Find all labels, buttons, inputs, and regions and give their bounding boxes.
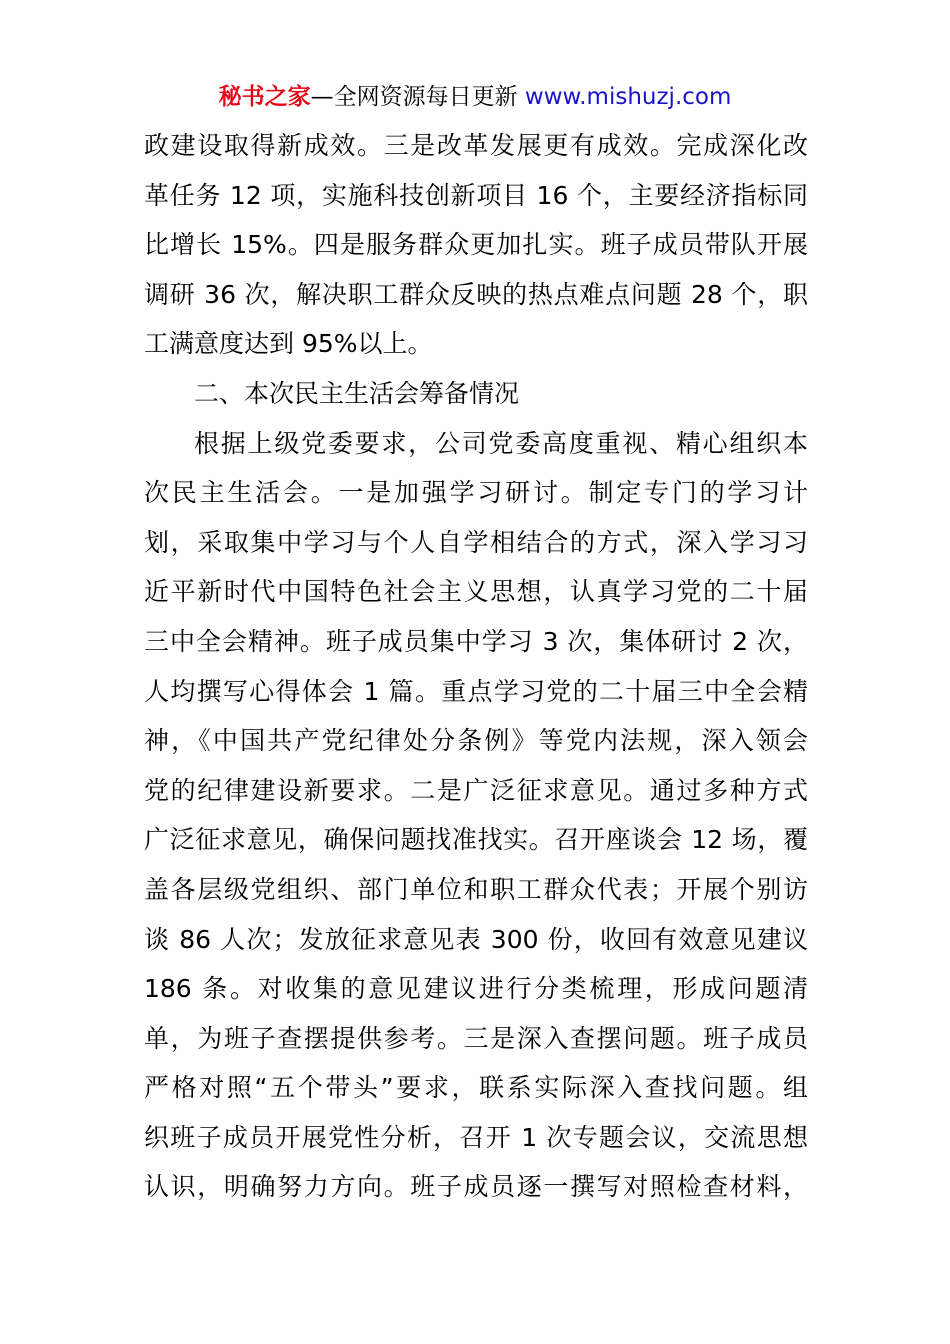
text-line: 革任务 12 项，实施科技创新项目 16 个，主要经济指标同 [144,180,808,210]
text-line: 调研 36 次，解决职工群众反映的热点难点问题 28 个，职 [144,279,808,309]
site-header [0,82,950,112]
site-url-link[interactable]: www.mishuzj.com [524,84,732,110]
text-line: 近平新时代中国特色社会主义思想，认真学习党的二十届 [144,577,808,607]
text-line: 次民主生活会。一是加强学习研讨。制定专门的学习计 [144,478,808,508]
text-line: 186 条。对收集的意见建议进行分类梳理，形成问题清 [144,974,808,1004]
site-slogan: —全网资源每日更新 [310,84,525,110]
text-line: 广泛征求意见，确保问题找准找实。召开座谈会 12 场，覆 [144,825,808,855]
text-line: 划，采取集中学习与个人自学相结合的方式，深入学习习 [144,527,808,557]
document-body [144,121,808,1212]
text-line: 织班子成员开展党性分析，召开 1 次专题会议，交流思想 [144,1122,808,1152]
text-line: 人均撰写心得体会 1 篇。重点学习党的二十届三中全会精 [144,676,808,706]
text-line: 工满意度达到 95%以上。 [144,329,433,359]
text-line: 比增长 15%。四是服务群众更加扎实。班子成员带队开展 [144,230,808,260]
text-line: 神，《中国共产党纪律处分条例》等党内法规，深入领会 [144,726,808,756]
site-brand: 秘书之家 [218,84,311,110]
section-heading: 二、本次民主生活会筹备情况 [194,378,520,408]
text-line: 党的纪律建设新要求。二是广泛征求意见。通过多种方式 [144,775,808,805]
text-line: 盖各层级党组织、部门单位和职工群众代表；开展个别访 [144,874,808,904]
text-line: 谈 86 人次；发放征求意见表 300 份，收回有效意见建议 [144,924,808,954]
text-line: 三中全会精神。班子成员集中学习 3 次，集体研讨 2 次， [144,626,808,656]
text-line: 认识，明确努力方向。班子成员逐一撰写对照检查材料， [144,1172,808,1202]
text-line: 单，为班子查摆提供参考。三是深入查摆问题。班子成员 [144,1023,808,1053]
text-line: 根据上级党委要求，公司党委高度重视、精心组织本 [194,428,808,458]
text-line: 政建设取得新成效。三是改革发展更有成效。完成深化改 [144,131,808,160]
text-line: 严格对照“五个带头”要求，联系实际深入查找问题。组 [144,1073,808,1103]
